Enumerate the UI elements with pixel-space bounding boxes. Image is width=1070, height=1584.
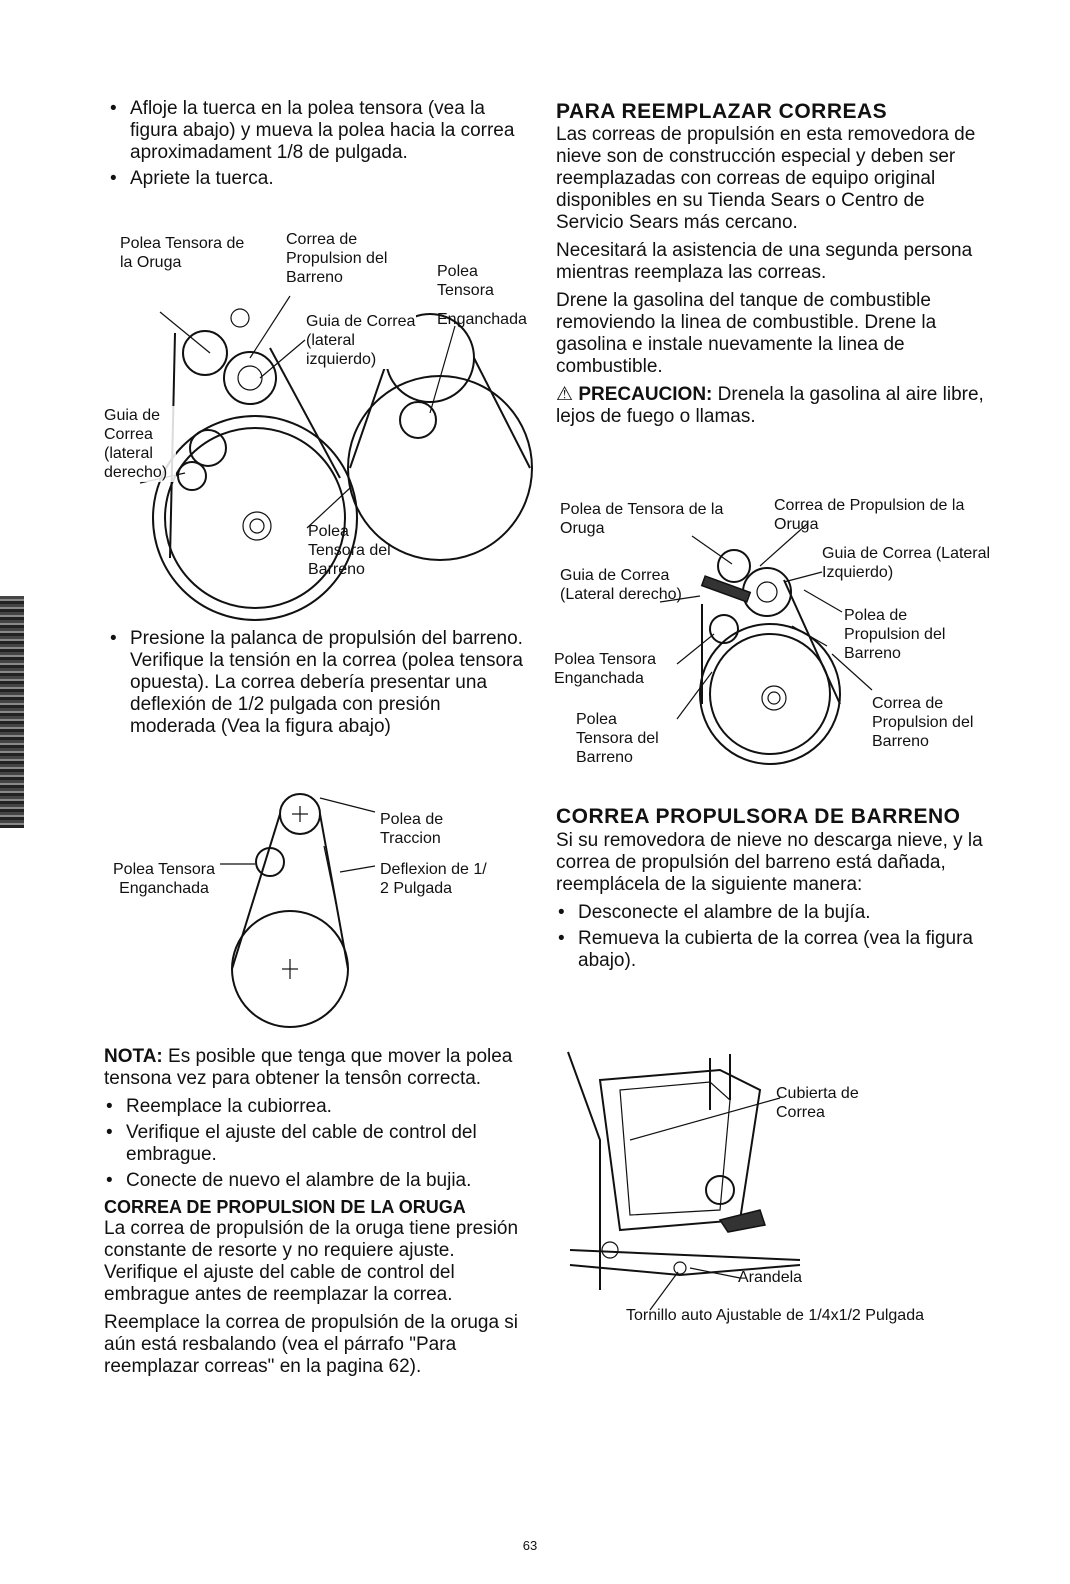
label-polea-tensora-oruga-r: Polea de Tensora de la Oruga: [560, 501, 724, 537]
right-paragraph-1: Las correas de propulsión en esta removedora de nieve son de construcción especial y deben ser reemplazadas con correas de equipo original disponibles en su Tienda Sears o Centro de Servicio Sears más cercano.: [556, 124, 976, 233]
label-guia-izquierdo: Guia de Correa (lateral izquierdo): [306, 313, 416, 368]
right-propulsora-section: [556, 804, 986, 976]
label-tensora-enganchada: Polea Tensora Enganchada: [554, 651, 656, 687]
label-tensora-barreno: Polea Tensora del Barreno: [576, 711, 659, 766]
label-guia-izquierdo-r: Guia de Correa (Lateral Izquierdo): [822, 545, 991, 581]
right-top-section: [556, 100, 986, 434]
label-polea-propulsion: Polea de Propulsion del Barreno: [844, 607, 946, 662]
label-polea-tensora: Polea Tensora: [437, 263, 494, 299]
label-polea-tensora-oruga: Polea Tensora de la Oruga: [120, 235, 245, 271]
label-tornillo: Tornillo auto Ajustable de 1/4x1/2 Pulgada: [626, 1307, 924, 1324]
nota-section: [104, 1046, 524, 1384]
page-number: 63: [522, 1538, 538, 1553]
bullet-verifique-ajuste: • Verifique el ajuste del cable de control del embrague.: [104, 1122, 524, 1166]
bullet-presione: • Presione la palanca de propulsión del barreno. Verifique la tensión en la correa (polea tensora opuesta). La correa debería presentar una deflexión de 1/2 pulgada con presión moderada (Vea la figura abajo): [108, 628, 528, 738]
precaucion-text: Drenela la gasolina al aire libre, lejos de fuego o llamas.: [556, 384, 984, 427]
label-guia-derecho-r: Guia de Correa (Lateral derecho): [560, 567, 682, 603]
right-paragraph-4: Si su removedora de nieve no descarga nieve, y la correa de propulsión del barreno está dañada, reemplácela de la siguiente manera:: [556, 830, 983, 895]
label-cubierta-correa: Cubierta de Correa: [776, 1085, 859, 1121]
label-guia-derecho: Guia de Correa (lateral derecho): [104, 406, 176, 482]
figure-belt-locations: [552, 494, 992, 784]
bullet-remueva: • Remueva la cubierta de la correa (vea la figura abajo).: [556, 928, 986, 972]
label-polea-tensora-enganchada: Polea Tensora Enganchada: [113, 861, 215, 897]
label-polea-tensora-barreno: Polea Tensora del Barreno: [308, 523, 391, 578]
oruga-paragraph-1: La correa de propulsión de la oruga tiene presión constante de resorte y no requiere ajuste. Verifique el ajuste del cable de control del embrague antes de reemplazar la correa.: [104, 1218, 519, 1305]
bullet-conecte-alambre: • Conecte de nuevo el alambre de la bujia.: [104, 1170, 524, 1192]
label-correa-oruga: Correa de Propulsion de la Oruga: [774, 497, 965, 533]
label-deflexion: Deflexion de 1/ 2 Pulgada: [380, 861, 487, 897]
label-arandela: Arandela: [738, 1269, 803, 1286]
figure-belt-deflection: [100, 784, 520, 1034]
warning-icon: ⚠: [556, 384, 574, 405]
page-edge-tab: [0, 596, 24, 828]
nota-paragraph: [104, 1046, 524, 1090]
bullet-afloje: • Afloje la tuerca en la polea tensora (vea la figura abajo) y mueva la polea hacia la correa aproximadament 1/8 de pulgada.: [108, 98, 528, 164]
figure-belt-cover: [560, 1050, 980, 1360]
label-enganchada: Enganchada: [437, 311, 527, 328]
bullet-reemplace-cubierta: • Reemplace la cubiorrea.: [104, 1096, 524, 1118]
heading-reemplazar-correas: PARA REEMPLAZAR CORREAS: [556, 100, 888, 123]
bullet-desconecte: • Desconecte el alambre de la bujía.: [556, 902, 986, 924]
oruga-paragraph-2: Reemplace la correa de propulsión de la oruga si aún está resbalando (vea el párrafo "Para reemplazar correas" en la pagina 62).: [104, 1312, 519, 1377]
bullet-apriete: • Apriete la tuerca.: [108, 168, 528, 190]
heading-correa-oruga: CORREA DE PROPULSION DE LA ORUGA: [104, 1197, 466, 1217]
right-paragraph-2: Necesitará la asistencia de una segunda persona mientras reemplaza las correas.: [556, 240, 973, 283]
right-paragraph-3: Drene la gasolina del tanque de combustible removiendo la linea de combustible. Drene la gasolina e instale nuevamente la linea de combustible.: [556, 290, 937, 377]
nota-label: NOTA:: [104, 1046, 163, 1067]
press-bullet-block: [108, 628, 528, 742]
intro-bullets: [108, 98, 528, 194]
label-polea-traccion: Polea de Traccion: [380, 811, 444, 847]
figure-4-drawing: [560, 1050, 980, 1300]
precaucion-label: PRECAUCION:: [578, 384, 713, 405]
figure-augur-belt-tension: [100, 228, 540, 618]
label-correa-propulsion-barreno: Correa de Propulsion del Barreno: [286, 231, 388, 286]
nota-text: Es posible que tenga que mover la polea tensona vez para obtener la tensôn correcta.: [104, 1046, 513, 1089]
precaucion-paragraph: [556, 384, 986, 428]
heading-correa-propulsora: CORREA PROPULSORA DE BARRENO: [556, 805, 961, 828]
label-correa-barreno: Correa de Propulsion del Barreno: [872, 695, 974, 750]
